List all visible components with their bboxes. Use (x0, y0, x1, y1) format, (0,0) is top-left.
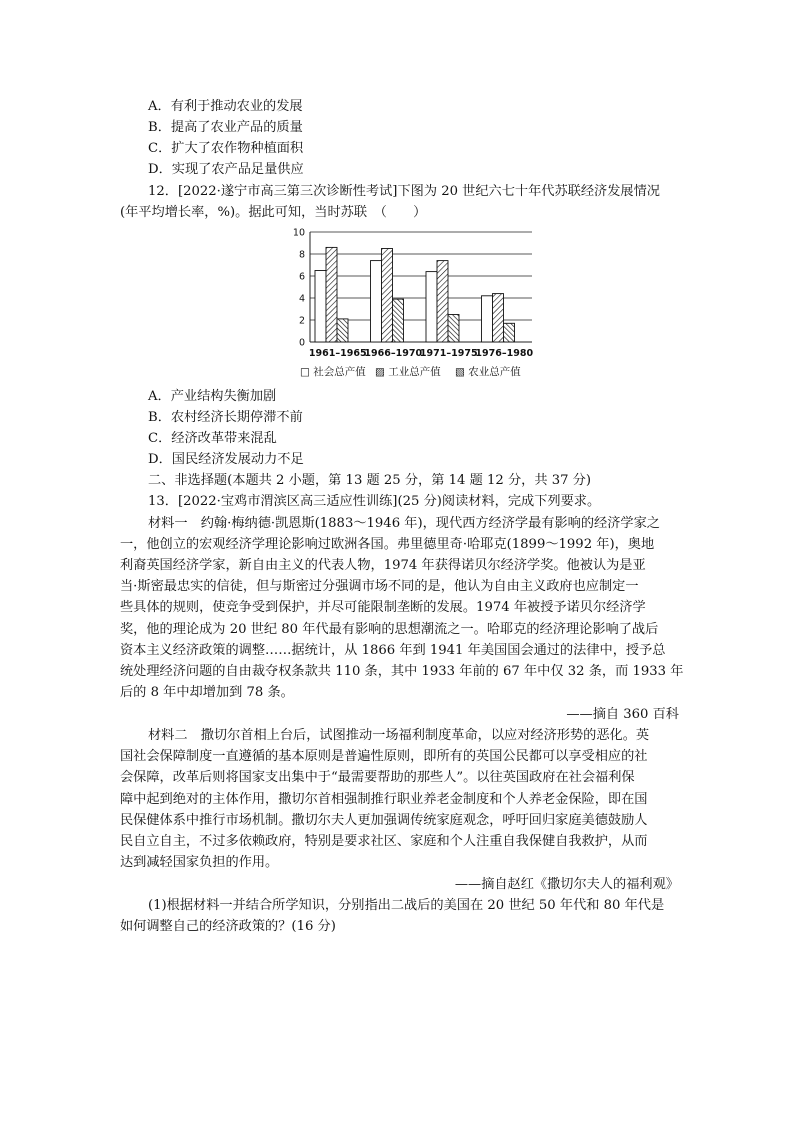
x-tick-label: 1961–1965 (308, 348, 367, 359)
q12-option-a[interactable]: A．产业结构失衡加剧 (148, 389, 277, 404)
x-tick-label: 1976–1980 (475, 348, 534, 359)
q12-option-b[interactable]: B．农村经济长期停滞不前 (148, 410, 303, 425)
y-tick-label: 8 (298, 249, 305, 261)
question1-line2: 如何调整自己的经济政策的？(16 分) (120, 919, 336, 934)
x-tick-label: 1966–1970 (364, 348, 423, 359)
bar-工业总产值-1976–1980 (493, 294, 504, 342)
material1-line: 一，他创立的宏观经济学理论影响过欧洲各国。弗里德里奇·哈耶克(1899～1992 年)，奥地 (120, 537, 655, 552)
q12-stem-line2: (年平均增长率，%)。据此可知，当时苏联 （ ） (120, 205, 427, 220)
q13-heading: 13．[2022·宝鸡市渭滨区高三适应性训练](25 分)阅读材料，完成下列要求。 (148, 494, 601, 509)
bar-chart (290, 222, 550, 387)
material1-line: 材料一 约翰·梅纳德·凯恩斯(1883～1946 年)，现代西方经济学最有影响的经济学家之 (148, 516, 660, 531)
material2-source: ——摘自赵红《撒切尔夫人的福利观》 (454, 877, 679, 892)
q11-option-a[interactable]: A．有利于推动农业的发展 (148, 99, 303, 114)
bar-农业总产值-1966–1970 (393, 299, 404, 342)
bar-工业总产值-1966–1970 (382, 249, 393, 343)
x-tick-label: 1971–1975 (419, 348, 478, 359)
material1-line: 后的 8 年中却增加到 78 条。 (120, 685, 294, 700)
material2-line: 民自立自主，不过多依赖政府，特别是要求社区、家庭和个人注重自我保健自我救护，从而 (120, 834, 648, 849)
material2-line: 会保障，改革后则将国家支出集中于“最需要帮助的那些人”。以往英国政府在社会福利保 (120, 770, 635, 785)
material1-line: 当·斯密最忠实的信徒，但与斯密过分强调市场不同的是，他认为自由主义政府也应制定一 (120, 579, 639, 594)
material2-line: 达到减轻国家负担的作用。 (120, 855, 279, 870)
y-tick-label: 6 (298, 271, 305, 283)
q11-option-b[interactable]: B．提高了农业产品的质量 (148, 120, 303, 135)
y-tick-label: 2 (298, 315, 305, 327)
y-tick-label: 10 (292, 227, 305, 239)
q11-option-d[interactable]: D．实现了农产品足量供应 (148, 162, 304, 177)
legend-entry: ▧ 农业总产值 (455, 366, 521, 378)
material2-line: 国社会保障制度一直遵循的基本原则是普遍性原则，即所有的英国公民都可以享受相应的社 (120, 749, 648, 764)
bar-社会总产值-1971–1975 (426, 272, 437, 342)
bar-社会总产值-1966–1970 (371, 261, 382, 342)
material1-line: 统处理经济问题的自由裁夺权条款共 110 条，其中 1933 年前的 67 年中仅 32 条，而 1933 年 (120, 664, 684, 679)
question1-line1: (1)根据材料一并结合所学知识，分别指出二战后的美国在 20 世纪 50 年代和 80 年代是 (148, 898, 665, 913)
q12-stem-line1: 12．[2022·遂宁市高三第三次诊断性考试]下图为 20 世纪六七十年代苏联经济发展情况 (148, 184, 660, 199)
material2-line: 材料二 撒切尔首相上台后，试图推动一场福利制度革命，以应对经济形势的恶化。英 (148, 728, 650, 743)
y-tick-label: 0 (298, 337, 305, 349)
material2-line: 民保健体系中推行市场机制。撒切尔夫人更加强调传统家庭观念，呼吁回归家庭美德鼓励人 (120, 813, 648, 828)
material1-line: 利裔英国经济学家，新自由主义的代表人物，1974 年获得诺贝尔经济学奖。他被认为是亚 (120, 558, 646, 573)
y-tick-label: 4 (298, 293, 305, 305)
bar-社会总产值-1961–1965 (315, 271, 326, 343)
q11-option-c[interactable]: C．扩大了农作物种植面积 (148, 141, 304, 156)
material1-line: 些具体的规则，使竞争受到保护，并尽可能限制垄断的发展。1974 年被授予诺贝尔经济学 (120, 600, 646, 615)
legend-entry: ▨ 工业总产值 (375, 366, 441, 378)
q12-option-d[interactable]: D．国民经济发展动力不足 (148, 452, 304, 467)
section-two-heading: 二、非选择题(本题共 2 小题，第 13 题 25 分，第 14 题 12 分，共 37 分) (148, 473, 592, 488)
bar-农业总产值-1961–1965 (337, 319, 348, 342)
material2-line: 障中起到绝对的主体作用，撒切尔首相强制推行职业养老金制度和个人养老金保险，即在国 (120, 792, 648, 807)
q12-option-c[interactable]: C．经济改革带来混乱 (148, 431, 277, 446)
bar-社会总产值-1976–1980 (482, 296, 493, 342)
material1-source: ——摘自 360 百科 (566, 707, 679, 722)
bar-农业总产值-1971–1975 (448, 315, 459, 343)
legend-entry: □ 社会总产值 (300, 366, 366, 378)
material1-line: 资本主义经济政策的调整……据统计，从 1866 年到 1941 年美国国会通过的法律中，授予总 (120, 643, 666, 658)
material1-line: 奖，他的理论成为 20 世纪 80 年代最有影响的思想潮流之一。哈耶克的经济理论影响了战后 (120, 622, 659, 637)
bar-工业总产值-1971–1975 (437, 261, 448, 342)
chart-svg (290, 222, 550, 387)
bar-农业总产值-1976–1980 (504, 323, 515, 342)
bar-工业总产值-1961–1965 (326, 247, 337, 342)
